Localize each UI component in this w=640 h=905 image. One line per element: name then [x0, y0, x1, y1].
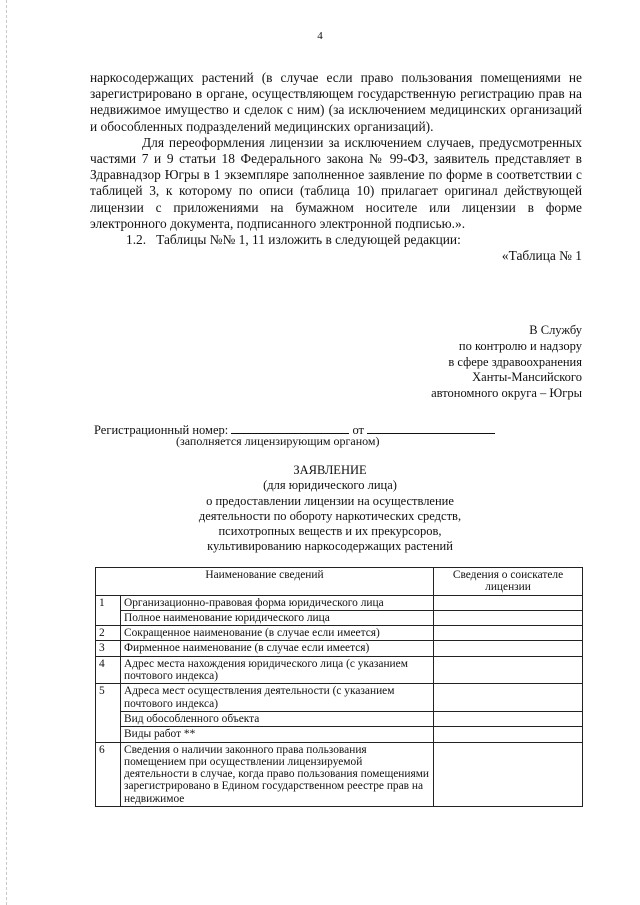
paragraph-continuation: наркосодержащих растений (в случае если право пользования помещениями не зарегистрировано в органе, осуществляющем государственную регистрацию прав на недвижимое имущество и сделок с ним) (за исключением медицинских организаций и обособленных подразделений медицинских организаций). — [90, 70, 582, 134]
table-reference: «Таблица № 1 — [501, 248, 582, 264]
row-label: Полное наименование юридического лица — [121, 610, 434, 625]
row-value-cell[interactable] — [434, 610, 583, 625]
table-header-row — [96, 568, 583, 596]
row-number: 5 — [96, 684, 121, 742]
row-value-cell[interactable] — [434, 626, 583, 641]
row-value-cell[interactable] — [434, 656, 583, 684]
row-label: Вид обособленного объекта — [121, 711, 434, 726]
form-subtitle-line: о предоставлении лицензии на осуществление — [206, 493, 454, 508]
row-number: 3 — [96, 641, 121, 656]
paragraph-reissue: Для переоформления лицензии за исключением случаев, предусмотренных частями 7 и 9 статьи 18 Федерального закона № 99-ФЗ, заявитель представляет в Здравнадзор Югры в 1 экземпляре заполненное заявление по форме в соответствии с таблицей 3, к которому по описи (таблица 10) прилагает оригинал действующей лицензии с приложениями на бумажном носителе или лицензии в форме электронного документа, подписанного электронной подписью.». — [90, 134, 582, 231]
row-number: 4 — [96, 656, 121, 684]
page-number: 4 — [317, 30, 323, 42]
table-row — [96, 595, 583, 610]
addressee-line: В Службу — [529, 323, 582, 337]
row-value-cell[interactable] — [434, 727, 583, 742]
row-value-cell[interactable] — [434, 742, 583, 806]
header-name: Наименование сведений — [96, 568, 434, 596]
table-row — [96, 684, 583, 712]
row-label: Адрес места нахождения юридического лица (с указанием почтового индекса) — [121, 656, 434, 684]
table-row — [96, 711, 583, 726]
form-subtitle-line: (для юридического лица) — [263, 478, 397, 493]
table-row — [96, 742, 583, 806]
table-row — [96, 610, 583, 625]
registration-from-label: от — [352, 423, 365, 437]
addressee-line: по контролю и надзору — [458, 338, 582, 353]
row-number: 2 — [96, 626, 121, 641]
row-label: Организационно-правовая форма юридического лица — [121, 595, 434, 610]
row-label: Фирменное наименование (в случае если имеется) — [121, 641, 434, 656]
table-row — [96, 656, 583, 684]
row-value-cell[interactable] — [434, 711, 583, 726]
row-value-cell[interactable] — [434, 684, 583, 712]
addressee-line: автономного округа – Югры — [431, 386, 582, 401]
body-text — [90, 70, 582, 264]
row-label: Сокращенное наименование (в случае если имеется) — [121, 626, 434, 641]
row-number: 1 — [96, 595, 121, 626]
addressee-block — [431, 323, 582, 402]
form-subtitle-line: психотропных веществ и их прекурсоров, — [218, 524, 442, 539]
table-row — [96, 626, 583, 641]
registration-number-field[interactable] — [231, 421, 349, 434]
registration-date-field[interactable] — [367, 421, 495, 434]
table-row — [96, 641, 583, 656]
form-heading — [0, 463, 640, 555]
row-label: Сведения о наличии законного права пользования помещением при осуществлении лицензируемой деятельности в случае, когда право пользования помещениями зарегистрировано в Едином государственном реестре прав на недвижимое — [121, 742, 434, 806]
row-number: 6 — [96, 742, 121, 806]
form-subtitle-line: деятельности по обороту наркотических средств, — [198, 508, 462, 523]
registration-label: Регистрационный номер: — [94, 423, 229, 437]
row-label: Виды работ ** — [121, 727, 434, 742]
form-subtitle-line: культивированию наркосодержащих растений — [207, 539, 453, 554]
addressee-line: в сфере здравоохранения — [448, 354, 582, 369]
paragraph-item-1-2: 1.2. Таблицы №№ 1, 11 изложить в следующей редакции: — [126, 232, 461, 248]
addressee-line: Ханты-Мансийского — [472, 370, 582, 385]
scan-margin-line — [6, 0, 7, 905]
row-value-cell[interactable] — [434, 641, 583, 656]
registration-note: (заполняется лицензирующим органом) — [176, 434, 380, 448]
row-value-cell[interactable] — [434, 595, 583, 610]
table-row — [96, 727, 583, 742]
row-label: Адреса мест осуществления деятельности (с указанием почтового индекса) — [121, 684, 434, 712]
application-table — [95, 567, 583, 807]
form-title: ЗАЯВЛЕНИЕ — [293, 463, 367, 477]
header-value: Сведения о соискателе лицензии — [434, 568, 583, 596]
